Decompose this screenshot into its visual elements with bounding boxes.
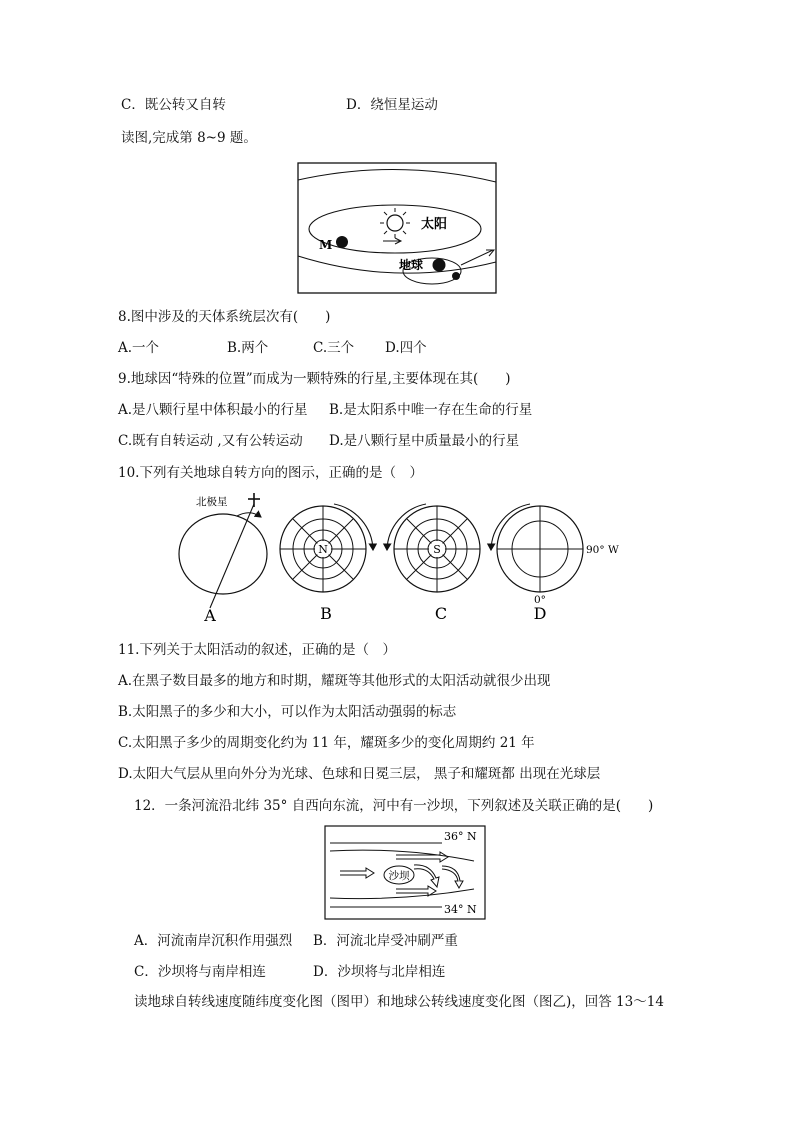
q12-option-c: C．沙坝将与南岸相连 bbox=[134, 964, 266, 980]
q11-option-b: B.太阳黑子的多少和大小，可以作为太阳活动强弱的标志 bbox=[118, 704, 457, 720]
figure-rotation-diagrams bbox=[170, 490, 630, 625]
label-a: A bbox=[204, 606, 216, 625]
q8-stem: 8.图中涉及的天体系统层次有( ) bbox=[118, 309, 331, 325]
q12-option-d: D．沙坝将与北岸相连 bbox=[313, 964, 446, 980]
q11-stem: 11.下列关于太阳活动的叙述，正确的是（ ） bbox=[118, 642, 396, 658]
q9-option-c: C.既有自转运动 ,又有公转运动 bbox=[118, 433, 303, 449]
north-pole-label: N bbox=[318, 543, 328, 556]
q8-option-b: B.两个 bbox=[227, 340, 269, 356]
q12-option-b: B．河流北岸受冲刷严重 bbox=[313, 933, 458, 949]
figure-river-sandbar bbox=[324, 825, 486, 920]
q12-option-a: A．河流南岸沉积作用强烈 bbox=[134, 933, 293, 949]
south-pole-label: S bbox=[433, 543, 441, 556]
sun-icon bbox=[380, 208, 410, 238]
q11-option-c: C.太阳黑子多少的周期变化约为 11 年，耀斑多少的变化周期约 21 年 bbox=[118, 735, 535, 751]
q9-option-d: D.是八颗行星中质量最小的行星 bbox=[329, 433, 520, 449]
q8-option-a: A.一个 bbox=[118, 340, 160, 356]
lon-90w-label: 90° W bbox=[586, 544, 619, 556]
sun-label: 太阳 bbox=[421, 217, 448, 232]
label-d: D bbox=[533, 604, 547, 623]
earth-dot bbox=[433, 259, 446, 272]
q12-stem: 12．一条河流沿北纬 35° 自西向东流，河中有一沙坝，下列叙述及关联正确的是( ) bbox=[134, 798, 654, 814]
earth-label: 地球 bbox=[399, 258, 424, 272]
q11-option-a: A.在黑子数目最多的地方和时期，耀斑等其他形式的太阳活动就很少出现 bbox=[118, 673, 551, 689]
intro-8-9: 读图,完成第 8~9 题。 bbox=[121, 130, 257, 146]
q8-option-d: D.四个 bbox=[385, 340, 427, 356]
diagram-b bbox=[280, 504, 373, 623]
q7-option-c: C．既公转又自转 bbox=[121, 97, 226, 113]
lat-34n-label: 34° N bbox=[444, 903, 477, 916]
lat-36n-label: 36° N bbox=[444, 830, 477, 843]
q7-option-d: D．绕恒星运动 bbox=[346, 97, 438, 113]
diagram-d bbox=[491, 504, 619, 623]
label-c: C bbox=[434, 604, 448, 623]
figure-solar-system bbox=[297, 162, 497, 294]
q9-stem: 9.地球因“特殊的位置”而成为一颗特殊的行星,主要体现在其( ) bbox=[118, 371, 511, 387]
q10-stem: 10.下列有关地球自转方向的图示，正确的是（ ） bbox=[118, 465, 423, 481]
intro-13-14: 读地球自转线速度随纬度变化图（图甲）和地球公转线速度变化图（图乙)，回答 13～14 bbox=[134, 994, 664, 1010]
sandbar-label: 沙坝 bbox=[388, 870, 410, 882]
m-label: M bbox=[319, 238, 333, 252]
q11-option-d: D.太阳大气层从里向外分为光球、色球和日冕三层， 黑子和耀斑都 出现在光球层 bbox=[118, 766, 601, 782]
q8-option-c: C.三个 bbox=[313, 340, 355, 356]
label-b: B bbox=[320, 604, 332, 623]
lon-0-label: 0° bbox=[534, 594, 546, 606]
q9-option-b: B.是太阳系中唯一存在生命的行星 bbox=[329, 402, 533, 418]
moon-dot bbox=[452, 272, 460, 280]
q9-option-a: A.是八颗行星中体积最小的行星 bbox=[118, 402, 308, 418]
star-icon bbox=[248, 493, 260, 507]
diagram-a bbox=[179, 493, 267, 625]
polaris-label: 北极星 bbox=[196, 496, 228, 508]
diagram-c bbox=[387, 504, 480, 623]
planet-m bbox=[336, 236, 348, 248]
